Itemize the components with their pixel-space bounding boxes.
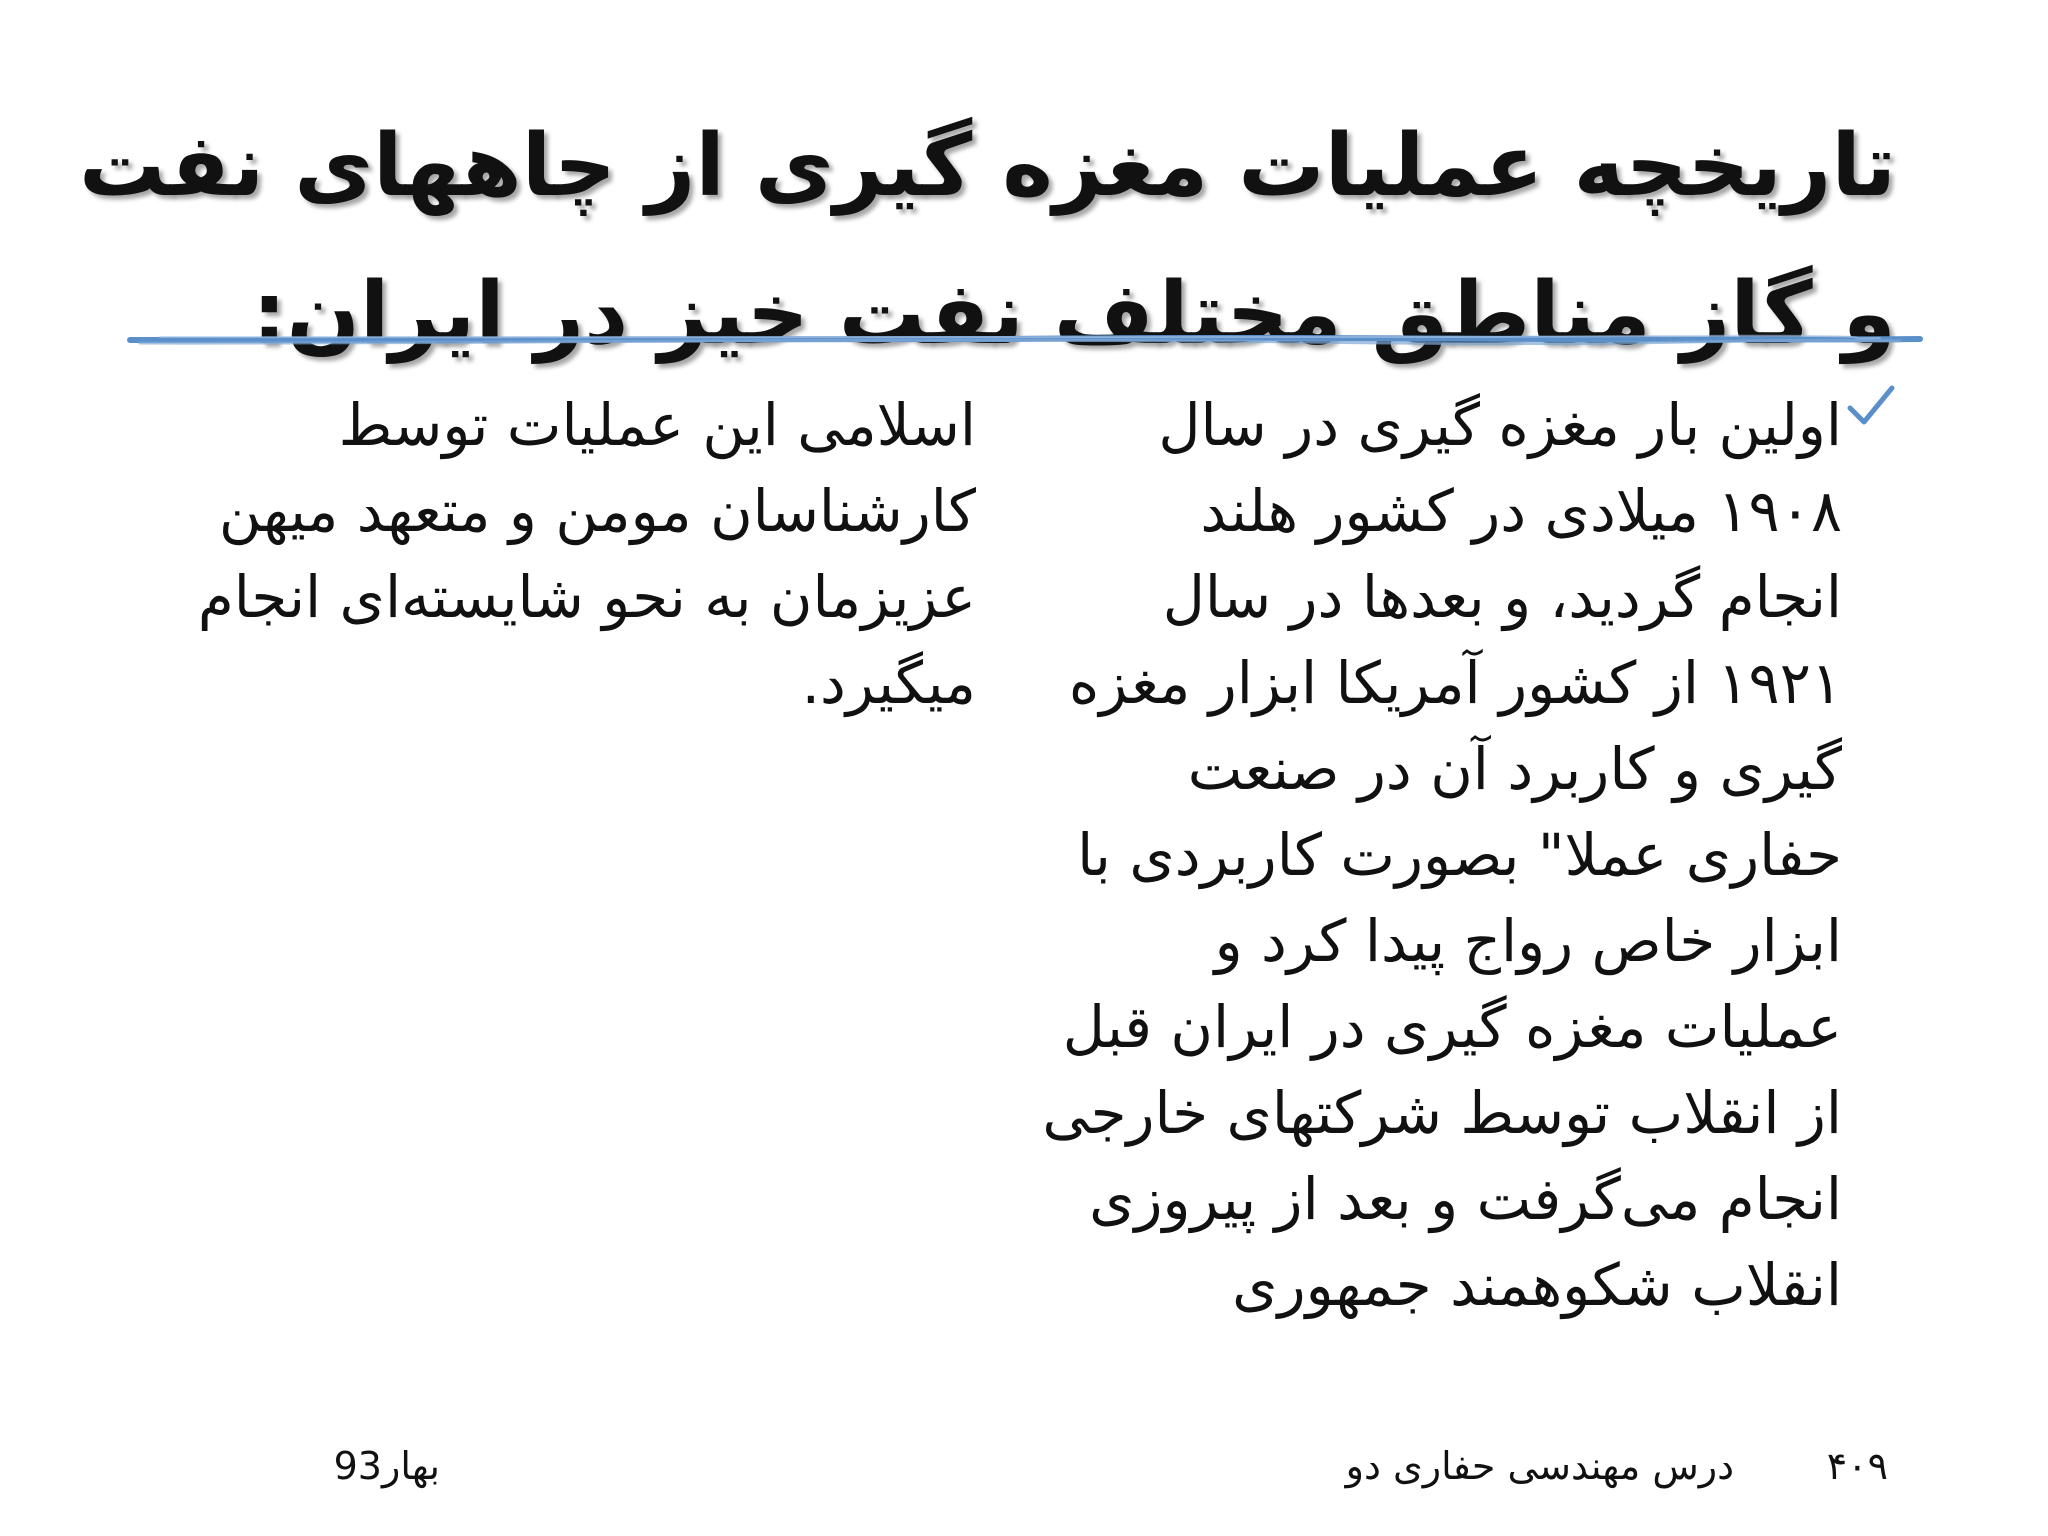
checkmark-icon	[1844, 380, 1898, 434]
body-line: ۱۹۲۱ از کشور آمریکا ابزار مغزه	[1068, 649, 1842, 717]
body-line: میگیرد.	[801, 649, 976, 717]
footer-page-number: ۴۰۹	[1826, 1444, 1888, 1488]
body-line: از انقلاب توسط شرکتهای خارجی	[1042, 1079, 1842, 1147]
body-line: انجام می‌گرفت و بعد از پیروزی	[1089, 1165, 1842, 1233]
body-line: حفاری عملا" بصورت کاربردی با	[1077, 821, 1842, 889]
body-line: عزیزمان به نحو شایسته‌ای انجام	[197, 563, 976, 631]
title-divider	[0, 328, 2048, 352]
body-line: عملیات مغزه گیری در ایران قبل	[1062, 993, 1842, 1061]
body-line: انجام گردید، و بعدها در سال	[1162, 563, 1842, 631]
body-column-left	[146, 382, 976, 726]
slide-title-line-2: و گاز مناطق مختلف نفت خیز در ایران:	[252, 264, 1896, 364]
body-line: کارشناسان مومن و متعهد میهن	[218, 477, 976, 545]
body-line: گیری و کاربرد آن در صنعت	[1187, 735, 1842, 803]
body-line: ابزار خاص رواج پیدا کرد و	[1214, 907, 1842, 975]
body-line: انقلاب شکوهمند جمهوری	[1232, 1251, 1842, 1319]
footer-course-title: درس مهندسی حفاری دو	[1345, 1444, 1734, 1488]
footer-term: بهار93	[333, 1444, 440, 1488]
body-line: اولین بار مغزه گیری در سال	[1158, 391, 1842, 459]
slide-title-line-1: تاریخچه عملیات مغزه گیری از چاههای نفت	[79, 116, 1896, 216]
body-line: ۱۹۰۸ میلادی در کشور هلند	[1200, 477, 1842, 545]
body-column-right	[1022, 382, 1842, 1328]
body-line: اسلامی این عملیات توسط	[338, 391, 976, 459]
